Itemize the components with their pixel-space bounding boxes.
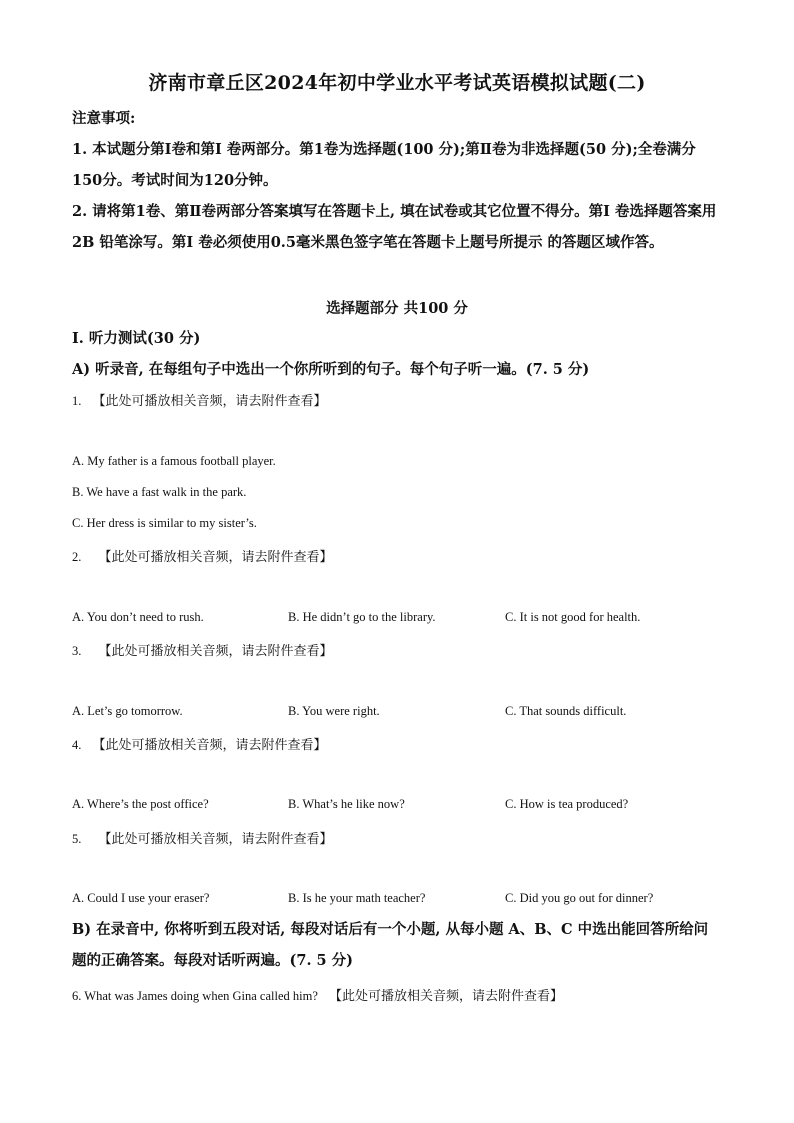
q4-option-b: B. What’s he like now? [288, 797, 405, 811]
q2-option-c: C. It is not good for health. [505, 610, 641, 624]
audio-note: 【此处可播放相关音频，请去附件查看】 [92, 738, 327, 753]
q1-option-a: A. My father is a famous football player. [72, 454, 276, 468]
q1-option-b: B. We have a fast walk in the park. [72, 485, 247, 499]
question-number: 5. [72, 832, 82, 846]
audio-note: 【此处可播放相关音频，请去附件查看】 [98, 550, 333, 565]
q3-option-c: C. That sounds difficult. [505, 704, 627, 718]
q2-option-b: B. He didn’t go to the library. [288, 610, 436, 624]
q2-option-a: A. You don’t need to rush. [72, 610, 204, 624]
q3-option-a: A. Let’s go tomorrow. [72, 704, 183, 718]
audio-note: 【此处可播放相关音频，请去附件查看】 [328, 989, 563, 1004]
q5-option-b: B. Is he your math teacher? [288, 891, 426, 905]
part-b-instruction: B) 在录音中, 你将听到五段对话, 每段对话后有一个小题, 从每小题 A、B、C 中选出能回答所给问题的正确答案。每段对话听两遍。(7. 5 分) [72, 921, 709, 969]
notes-item-1: 1. 本试题分第Ⅰ卷和第Ⅰ 卷两部分。第1卷为选择题(100 分);第Ⅱ卷为非选择题(50 分);全卷满分150分。考试时间为120分钟。 [72, 141, 696, 189]
q5-option-a: A. Could I use your eraser? [72, 891, 210, 905]
page-title: 济南市章丘区2024年初中学业水平考试英语模拟试题(二) [148, 72, 646, 94]
q5-option-c: C. Did you go out for dinner? [505, 891, 654, 905]
q3-option-b: B. You were right. [288, 704, 380, 718]
question-3 [72, 640, 332, 659]
audio-note: 【此处可播放相关音频，请去附件查看】 [98, 832, 333, 847]
question-1 [72, 390, 326, 409]
question-4 [72, 734, 326, 753]
section-heading: 选择题部分 共100 分 [326, 300, 468, 317]
question-5 [72, 828, 332, 847]
audio-note: 【此处可播放相关音频，请去附件查看】 [92, 394, 327, 409]
part1-heading: I. 听力测试(30 分) [72, 330, 201, 347]
audio-note: 【此处可播放相关音频，请去附件查看】 [98, 644, 333, 659]
question-number: 3. [72, 644, 82, 658]
question-number: 4. [72, 738, 82, 752]
notes-item-2: 2. 请将第1卷、第Ⅱ卷两部分答案填写在答题卡上, 填在试卷或其它位置不得分。第Ⅰ 卷选择题答案用2B 铅笔涂写。第Ⅰ 卷必须使用0.5毫米黑色签字笔在答题卡上题号所提示 的答题区域作答。 [72, 203, 717, 251]
q1-option-c: C. Her dress is similar to my sister’s. [72, 516, 257, 530]
question-number: 2. [72, 550, 82, 564]
question-number: 1. [72, 394, 82, 408]
notes-heading: 注意事项: [72, 110, 136, 127]
question-6 [72, 985, 563, 1004]
question-2 [72, 546, 332, 565]
q6-text: 6. What was James doing when Gina called him? [72, 989, 318, 1003]
part-a-instruction: A) 听录音, 在每组句子中选出一个你所听到的句子。每个句子听一遍。(7. 5 分) [72, 361, 590, 378]
q4-option-c: C. How is tea produced? [505, 797, 629, 811]
q4-option-a: A. Where’s the post office? [72, 797, 209, 811]
